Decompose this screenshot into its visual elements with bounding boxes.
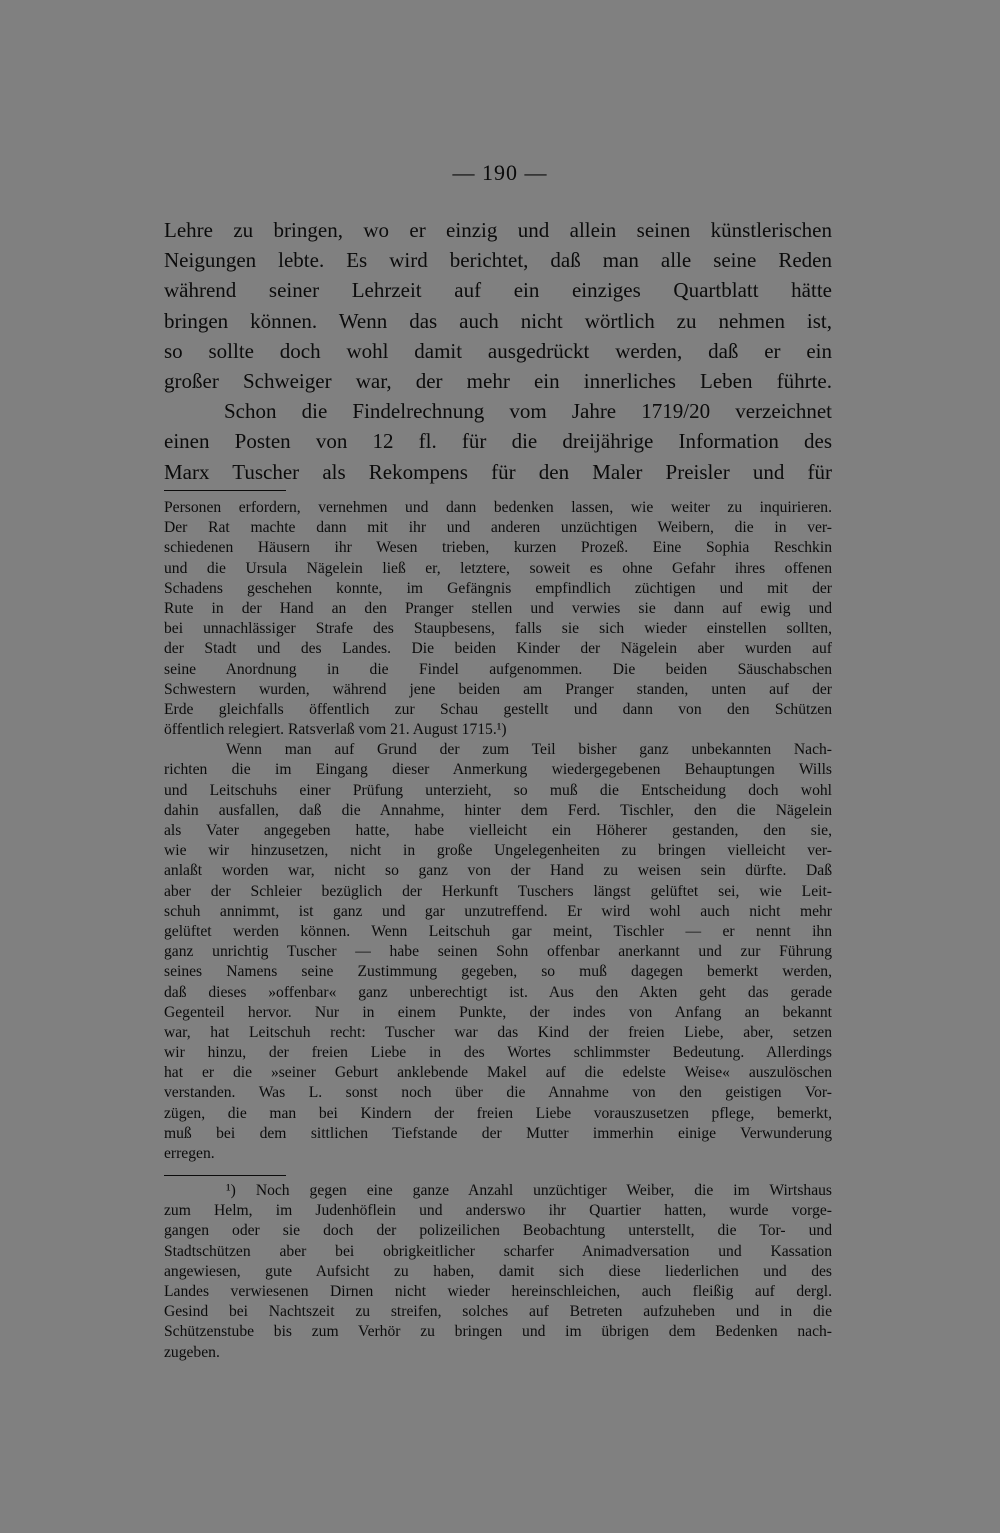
text-line: so sollte doch wohl damit ausgedrückt werden, daß er ein [164,338,832,363]
text-line: großer Schweiger war, der mehr ein innerliches Leben führte. [164,368,832,393]
footnote-line: Schadens geschehen konnte, im Gefängnis empfindlich züchtigen und mit der [164,579,832,597]
footnote-line: war, hat Leitschuh recht: Tuscher war das Kind der freien Liebe, aber, setzen [164,1023,832,1041]
footnote-line: gangen oder sie doch der polizeilichen Beobachtung unterstellt, die Tor- und [164,1222,832,1240]
text-line: während seiner Lehrzeit auf ein einziges Quartblatt hätte [164,278,832,303]
text-line: Schon die Findelrechnung vom Jahre 1719/20 verzeichnet [224,399,832,424]
footnote-line: Personen erfordern, vernehmen und dann bedenken lassen, wie weiter zu inquirieren. [164,499,832,516]
footnote-line: Gesind bei Nachtszeit zu streifen, solches auf Betreten aufzuheben und in die [164,1303,832,1321]
footnote-line: Gegenteil hervor. Nur in einem Punkte, der indes von Anfang an bekannt [164,1003,832,1021]
footnote-line: Stadtschützen aber bei obrigkeitlicher scharfer Animadversation und Kassation [164,1242,832,1260]
footnote-line: anlaßt worden war, nicht so ganz von der Hand zu weisen sein dürfte. Daß [164,862,832,880]
footnote-line: öffentlich relegiert. Ratsverlaß vom 21. August 1715.¹) [164,721,507,739]
footnote-line: richten die im Eingang dieser Anmerkung wiedergegebenen Behauptungen Wills [164,761,832,779]
footnote-continued [164,498,832,1164]
footnote-line: der Stadt und des Landes. Die beiden Kinder der Nägelein aber wurden auf [164,640,832,658]
text-line: bringen können. Wenn das auch nicht wörtlich zu nehmen ist, [164,308,832,333]
main-text [164,215,832,487]
footnote-line: schuh annimmt, ist ganz und gar unzutreffend. Er wird wohl auch nicht mehr [164,902,832,920]
footnote-line: muß bei dem sittlichen Tiefstande der Mutter immerhin einige Verwunderung [164,1124,832,1142]
footnote-line: wir hinzu, der freien Liebe in des Wortes schlimmster Bedeutung. Allerdings [164,1044,832,1062]
footnote-line: angewiesen, gute Aufsicht zu haben, damit sich diese liederlichen und des [164,1262,832,1280]
text-line: einen Posten von 12 fl. für die dreijährige Information des [164,429,832,454]
footnote-line: zügen, die man bei Kindern der freien Liebe vorauszusetzen pflege, bemerkt, [164,1104,832,1122]
text-line: Lehre zu bringen, wo er einzig und allein seinen künstlerischen [164,218,832,242]
footnote-line: ganz unrichtig Tuscher — habe seinen Sohn offenbar anerkannt und zur Führung [164,943,832,961]
footnote-line: Schwestern wurden, während jene beiden am Pranger standen, unten auf der [164,680,832,698]
footnote-line: als Vater angegeben hatte, habe vielleicht ein Höherer gestanden, den sie, [164,822,832,839]
footnote-line: Rute in der Hand an den Pranger stellen und verwies sie dann auf ewig und [164,599,832,617]
footnote-line: seine Anordnung in die Findel aufgenommen. Die beiden Säuschabschen [164,660,832,678]
text-line: Marx Tuscher als Rekompens für den Maler Preisler und für [164,459,832,484]
footnote-line: erregen. [164,1145,215,1162]
footnote-line: und die Ursula Nägelein ließ er, letztere, soweit es ohne Gefahr ihres offenen [164,559,832,577]
footnote-divider [164,1175,286,1176]
footnote-line: Erde gleichfalls öffentlich zur Schau gestellt und dann von den Schützen [164,700,832,718]
footnote-line: seines Namens seine Zustimmung gegeben, so muß dagegen bemerkt werden, [164,963,832,981]
text-line: Neigungen lebte. Es wird berichtet, daß man alle seine Reden [164,248,832,273]
footnote-1 [164,1181,832,1363]
footnote-divider [164,490,286,491]
footnote-line: hat er die »seiner Geburt anklebende Makel auf die edelste Weise« auszulöschen [164,1064,832,1082]
footnote-line: wie wir hinzusetzen, nicht in große Ungelegenheiten zu bringen vielleicht ver- [164,842,832,860]
footnote-line: und Leitschuhs einer Prüfung unterzieht, so muß die Entscheidung doch wohl [164,781,832,799]
footnote-line: Der Rat machte dann mit ihr und anderen unzüchtigen Weibern, die in ver- [164,519,832,537]
footnote-line: ¹) Noch gegen eine ganze Anzahl unzüchtiger Weiber, die im Wirtshaus [226,1182,832,1199]
footnote-line: schiedenen Häusern ihr Wesen trieben, kurzen Prozeß. Eine Sophia Reschkin [164,539,832,557]
footnote-line: daß dieses »offenbar« ganz unberechtigt ist. Aus den Akten geht das gerade [164,983,832,1001]
page-number: — 190 — [452,160,548,185]
footnote-line: gelüftet werden können. Wenn Leitschuh gar meint, Tischler — er nennt ihn [164,922,832,940]
footnote-line: aber der Schleier bezüglich der Herkunft Tuschers längst gelüftet sei, wie Leit- [164,882,832,900]
footnote-line: Wenn man auf Grund der zum Teil bisher ganz unbekannten Nach- [226,741,832,759]
footnote-line: verstanden. Was L. sonst noch über die Annahme von den geistigen Vor- [164,1084,832,1102]
footnote-line: bei unnachlässiger Strafe des Staupbesens, falls sie sich wieder einstellen sollten, [164,620,832,638]
footnote-line: dahin ausfallen, daß die Annahme, hinter dem Ferd. Tischler, den die Nägelein [164,801,832,819]
footnote-line: Schützenstube bis zum Verhör zu bringen und im übrigen dem Bedenken nach- [164,1323,832,1341]
footnote-line: zugeben. [164,1343,220,1361]
footnote-line: Landes verwiesenen Dirnen nicht wieder hereinschleichen, auch fleißig auf dergl. [164,1282,832,1300]
footnote-line: zum Helm, im Judenhöflein und anderswo ihr Quartier hatten, wurde vorge- [164,1202,832,1220]
